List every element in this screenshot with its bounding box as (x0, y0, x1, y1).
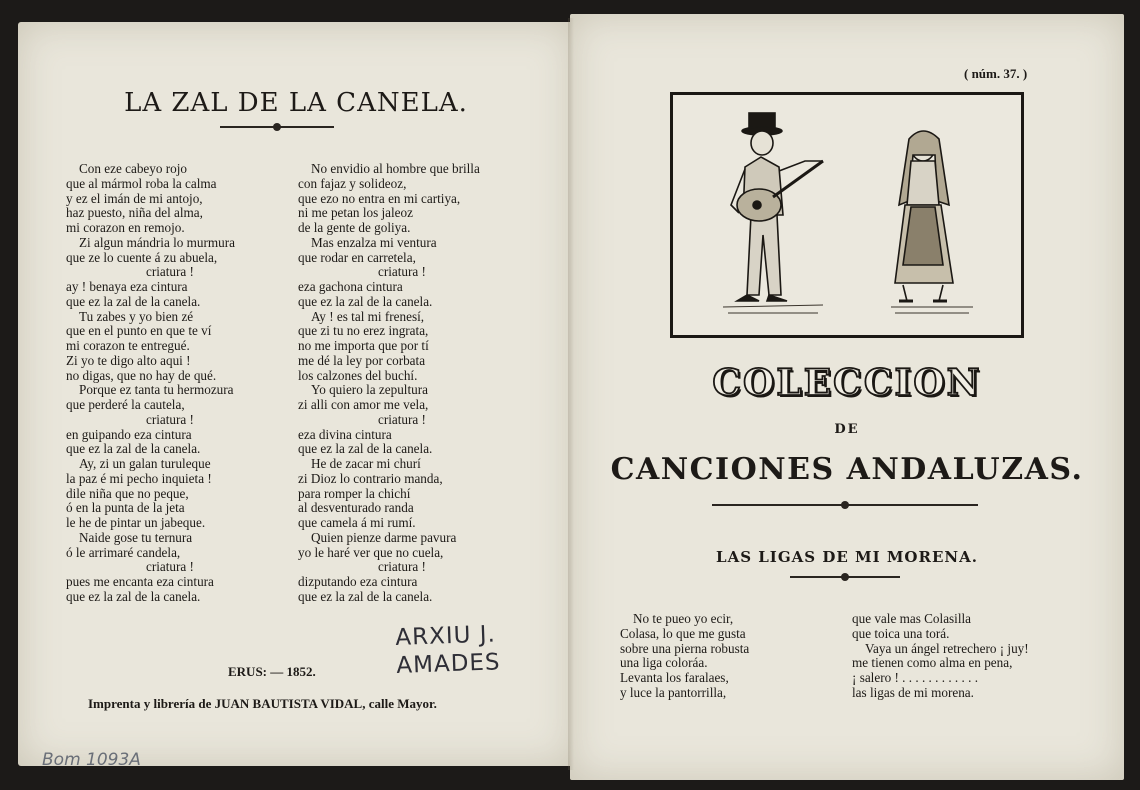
collection-subtitle: CANCIONES ANDALUZAS. (610, 452, 1084, 487)
shelfmark: Bom 1093A (42, 750, 141, 770)
page-fold (568, 18, 574, 770)
verse-line: Naide gose tu ternura (79, 529, 193, 545)
verse-line: en guipando eza cintura (66, 426, 192, 442)
verse-line: Tu zabes y yo bien zé (79, 308, 194, 324)
woodcut-illustration (670, 92, 1024, 338)
verse-line: que ez la zal de la canela. (66, 293, 201, 309)
verse-line: Levanta los faralaes, (620, 670, 729, 685)
verse-line: que ze lo cuente á zu abuela, (66, 249, 218, 265)
verse-line: Mas enzalza mi ventura (311, 234, 437, 250)
verse-line: Yo quiero la zepultura (311, 382, 428, 398)
verse-line: criatura ! (378, 264, 426, 280)
verse-line: que perderé la cautela, (66, 397, 185, 412)
verse-line: zi alli con amor me vela, (298, 397, 429, 412)
ligas-column-1 (620, 612, 749, 701)
verse-line: no me importa que por tí (298, 338, 429, 353)
verse-line: mi corazon en remojo. (66, 220, 185, 235)
verse-line: las ligas de mi morena. (852, 684, 974, 700)
verse-line: Zi algun mándria lo murmura (79, 234, 236, 250)
verse-line: que ez la zal de la canela. (298, 441, 433, 457)
verse-line: que ezo no entra en mi cartiya, (298, 190, 461, 206)
guitarist-and-woman-icon (673, 95, 1021, 335)
title-ornament-rule (220, 126, 334, 128)
verse-line: Ay, zi un galan turuleque (79, 456, 211, 471)
poem-column-1 (66, 162, 235, 605)
verse-line: que al mármol roba la calma (66, 175, 217, 191)
verse-line: criatura ! (146, 559, 194, 575)
verse-line: me tienen como alma en pena, (852, 655, 1013, 671)
verse-line: Vaya un ángel retrechero ¡ juy! (865, 640, 1029, 656)
verse-line: que ez la zal de la canela. (66, 441, 201, 457)
verse-line: ¡ salero ! . . . . . . . . . . . . (852, 670, 978, 685)
verse-line: le he de pintar un jabeque. (66, 515, 206, 530)
song-title: LA ZAL DE LA CANELA. (124, 88, 468, 118)
ornament-rule-1 (712, 504, 978, 506)
verse-line: Colasa, lo que me gusta (620, 625, 746, 641)
verse-line: No te pueo yo ecir, (633, 611, 734, 626)
verse-line: Con eze cabeyo rojo (79, 161, 188, 176)
issue-number: ( núm. 37. ) (964, 66, 1028, 81)
printer-line: Imprenta y librería de JUAN BAUTISTA VIDAL, calle Mayor. (88, 696, 437, 711)
verse-line: criatura ! (146, 411, 194, 427)
verse-line: Quien pienze darme pavura (311, 529, 457, 545)
archive-stamp (395, 620, 509, 686)
verse-line: ay ! benaya eza cintura (66, 279, 188, 294)
verse-line: una liga coloráa. (620, 655, 708, 671)
verse-line: que toica una torá. (852, 625, 950, 641)
poem-column-2 (298, 162, 480, 605)
verse-line: para romper la chichí (298, 485, 411, 501)
verse-line: ni me petan los jaleoz (298, 205, 413, 221)
right-page (570, 14, 1124, 780)
verse-line: ó en la punta de la jeta (66, 500, 185, 516)
stamp-line-2: AMADES (395, 649, 501, 679)
verse-line: sobre una pierna robusta (620, 640, 750, 656)
verse-line: zi Dioz lo contrario manda, (298, 470, 443, 486)
verse-line: que camela á mi rumí. (298, 515, 416, 530)
verse-line: Porque ez tanta tu hermozura (79, 382, 234, 398)
verse-line: mi corazon te entregué. (66, 338, 190, 353)
verse-line: que en el punto en que te ví (66, 323, 212, 339)
verse-line: haz puesto, niña del alma, (66, 205, 203, 221)
verse-line: criatura ! (378, 411, 426, 427)
ligas-column-2 (852, 612, 1029, 701)
verse-line: yo le haré ver que no cuela, (298, 544, 444, 560)
left-page (18, 22, 574, 770)
song-title-ligas: LAS LIGAS DE MI MORENA. (716, 548, 978, 566)
verse-line: la paz é mi pecho inquieta ! (66, 470, 212, 486)
verse-line: Zi yo te digo alto aqui ! (66, 352, 191, 368)
verse-line: me dé la ley por corbata (298, 352, 426, 368)
ornament-rule-2 (790, 576, 900, 578)
verse-line: dizputando eza cintura (298, 574, 418, 589)
collection-title: COLECCION (712, 362, 982, 404)
verse-line: y luce la pantorrilla, (620, 684, 727, 700)
verse-line: y ez el imán de mi antojo, (66, 190, 203, 206)
verse-line: que rodar en carretela, (298, 249, 416, 265)
collection-title-de: DE (834, 422, 860, 437)
verse-line: No envidio al hombre que brilla (311, 161, 480, 176)
imprint-date: ERUS: — 1852. (228, 664, 316, 679)
verse-line: Ay ! es tal mi frenesí, (311, 308, 425, 324)
verse-line: que ez la zal de la canela. (298, 293, 433, 309)
verse-line: criatura ! (146, 264, 194, 280)
verse-line: al desventurado randa (298, 500, 414, 516)
verse-line: que ez la zal de la canela. (298, 588, 433, 604)
verse-line: los calzones del buchí. (298, 367, 418, 383)
verse-line: no digas, que no hay de qué. (66, 367, 217, 383)
verse-line: criatura ! (378, 559, 426, 575)
verse-line: eza divina cintura (298, 426, 392, 442)
stamp-line-1: ARXIU J. (394, 621, 497, 651)
verse-line: eza gachona cintura (298, 279, 403, 294)
verse-line: He de zacar mi churí (311, 456, 421, 471)
verse-line: ó le arrimaré candela, (66, 544, 181, 560)
verse-line: que zi tu no erez ingrata, (298, 323, 429, 339)
verse-line: pues me encanta eza cintura (66, 574, 214, 589)
verse-line: de la gente de goliya. (298, 220, 411, 235)
verse-line: con fajaz y solideoz, (298, 175, 407, 191)
verse-line: que ez la zal de la canela. (66, 588, 201, 604)
verse-line: dile niña que no peque, (66, 485, 189, 501)
verse-line: que vale mas Colasilla (852, 611, 972, 626)
